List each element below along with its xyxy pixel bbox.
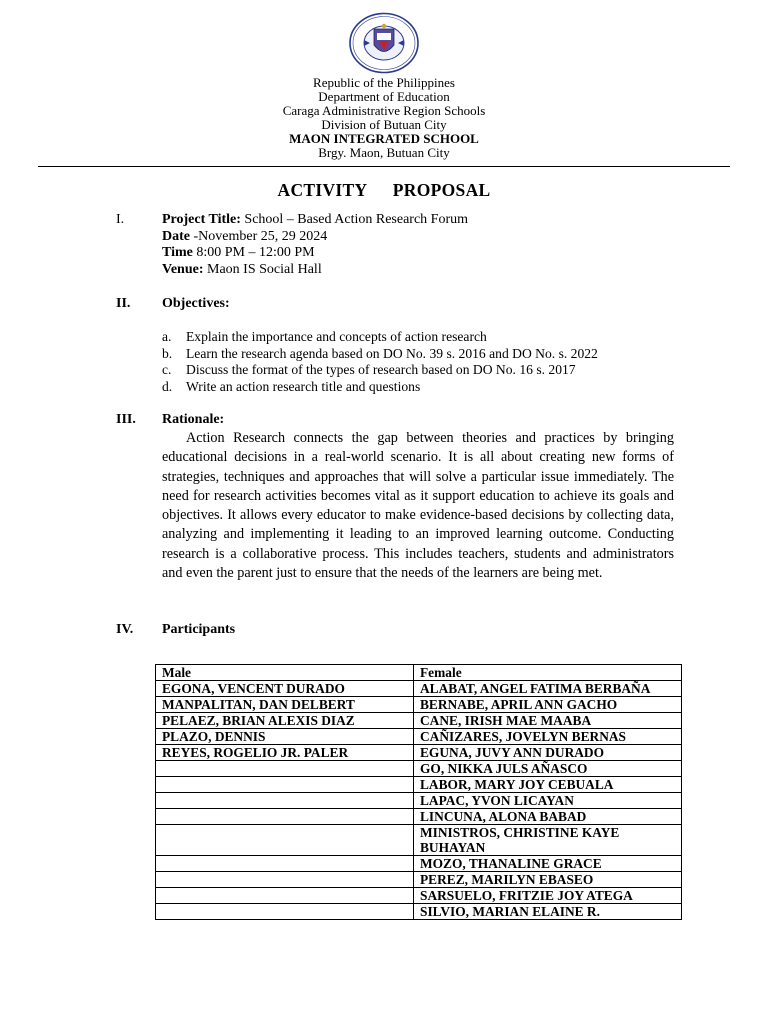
header-divider xyxy=(38,166,730,167)
rationale-heading: Rationale: xyxy=(162,412,225,427)
table-row xyxy=(156,856,682,872)
project-title-value: School – Based Action Research Forum xyxy=(240,212,468,227)
table-row xyxy=(156,809,682,825)
objectives-heading: Objectives: xyxy=(162,296,230,311)
female-participant-cell: LINCUNA, ALONA BABAD xyxy=(414,809,682,825)
time-line xyxy=(162,245,468,262)
section-2-number: II. xyxy=(116,296,131,311)
table-row xyxy=(156,777,682,793)
table-row xyxy=(156,713,682,729)
table-row xyxy=(156,745,682,761)
school-address: Brgy. Maon, Butuan City xyxy=(318,145,450,160)
venue-label: Venue: xyxy=(162,261,204,277)
objective-item xyxy=(162,329,598,346)
male-participant-cell: PELAEZ, BRIAN ALEXIS DIAZ xyxy=(156,713,414,729)
female-participant-cell: GO, NIKKA JULS AÑASCO xyxy=(414,761,682,777)
participants-table xyxy=(155,664,682,920)
objective-letter: a. xyxy=(162,329,172,344)
table-row xyxy=(156,825,682,856)
male-participant-cell xyxy=(156,904,414,920)
time-label: Time xyxy=(162,245,193,261)
table-row xyxy=(156,872,682,888)
male-participant-cell xyxy=(156,856,414,872)
objective-item xyxy=(162,362,598,379)
table-row xyxy=(156,681,682,697)
female-participant-cell: LAPAC, YVON LICAYAN xyxy=(414,793,682,809)
male-participant-cell xyxy=(156,888,414,904)
participants-heading: Participants xyxy=(162,622,236,637)
table-row xyxy=(156,761,682,777)
activity-details xyxy=(162,212,468,278)
objective-text: Discuss the format of the types of research based on DO No. 16 s. 2017 xyxy=(186,362,576,377)
header-line-division: Division of Butuan City xyxy=(321,117,447,132)
document-title: ACTIVITY PROPOSAL xyxy=(277,180,491,200)
letterhead xyxy=(0,76,768,160)
date-line xyxy=(162,229,468,246)
male-participant-cell xyxy=(156,777,414,793)
male-participant-cell xyxy=(156,825,414,856)
header-line-region: Caraga Administrative Region Schools xyxy=(282,103,486,118)
male-participant-cell: REYES, ROGELIO JR. PALER xyxy=(156,745,414,761)
objective-letter: d. xyxy=(162,378,173,394)
female-participant-cell: SILVIO, MARIAN ELAINE R. xyxy=(414,904,682,920)
section-1-number: I. xyxy=(116,212,125,227)
section-3-number: III. xyxy=(116,412,136,427)
venue-value: Maon IS Social Hall xyxy=(203,261,322,277)
objectives-list xyxy=(162,329,598,395)
date-label: Date xyxy=(162,228,190,244)
table-row xyxy=(156,793,682,809)
section-4-number: IV. xyxy=(116,622,134,637)
table-row xyxy=(156,888,682,904)
table-row xyxy=(156,697,682,713)
female-column-header: Female xyxy=(414,665,682,681)
objective-letter: c. xyxy=(162,362,172,377)
female-participant-cell: ALABAT, ANGEL FATIMA BERBAÑA xyxy=(414,681,682,697)
project-title-label: Project Title: xyxy=(162,212,241,227)
table-row xyxy=(156,904,682,920)
female-participant-cell: BERNABE, APRIL ANN GACHO xyxy=(414,697,682,713)
participants-table-body xyxy=(156,681,682,920)
objective-text: Write an action research title and questions xyxy=(186,378,421,394)
venue-line xyxy=(162,262,468,279)
male-participant-cell xyxy=(156,793,414,809)
objective-text: Explain the importance and concepts of action research xyxy=(186,329,487,344)
female-participant-cell: PEREZ, MARILYN EBASEO xyxy=(414,872,682,888)
male-participant-cell xyxy=(156,809,414,825)
male-participant-cell: EGONA, VENCENT DURADO xyxy=(156,681,414,697)
female-participant-cell: LABOR, MARY JOY CEBUALA xyxy=(414,777,682,793)
female-participant-cell: MOZO, THANALINE GRACE xyxy=(414,856,682,872)
table-header-row xyxy=(156,665,682,681)
objective-text: Learn the research agenda based on DO No. 39 s. 2016 and DO No. s. 2022 xyxy=(186,345,598,361)
time-value: 8:00 PM – 12:00 PM xyxy=(192,245,315,261)
female-participant-cell: MINISTROS, CHRISTINE KAYE BUHAYAN xyxy=(414,825,682,856)
female-participant-cell: CAÑIZARES, JOVELYN BERNAS xyxy=(414,729,682,745)
female-participant-cell: EGUNA, JUVY ANN DURADO xyxy=(414,745,682,761)
header-line-republic: Republic of the Philippines xyxy=(313,75,455,90)
male-participant-cell xyxy=(156,761,414,777)
rationale-paragraph: Action Research connects the gap between theories and practices by bringing educational decisions in a real-world scenario. It is all about creating new forms of strategies, techniques and approaches that will solve a particular issue immediately. The need for research activities becomes vital as it support education to achieve its goals and objectives. It allows every educator to make evidence-based decisions by collecting data, analyzing and implementing it leading to an improved learning outcome. Conducting research is a collaborative process. This includes teachers, students and administrators and even the parent just to ensure that the needs of the learners are being met. xyxy=(162,430,674,581)
objective-letter: b. xyxy=(162,345,173,361)
male-participant-cell xyxy=(156,872,414,888)
female-participant-cell: CANE, IRISH MAE MAABA xyxy=(414,713,682,729)
project-title-line xyxy=(162,212,468,229)
date-value: -November 25, 29 2024 xyxy=(190,228,328,244)
objective-item xyxy=(162,346,598,363)
male-participant-cell: PLAZO, DENNIS xyxy=(156,729,414,745)
female-participant-cell: SARSUELO, FRITZIE JOY ATEGA xyxy=(414,888,682,904)
objective-item xyxy=(162,379,598,396)
deped-seal-logo xyxy=(348,12,420,74)
male-column-header: Male xyxy=(156,665,414,681)
male-participant-cell: MANPALITAN, DAN DELBERT xyxy=(156,697,414,713)
header-line-department: Department of Education xyxy=(318,89,450,104)
table-row xyxy=(156,729,682,745)
school-name: MAON INTEGRATED SCHOOL xyxy=(289,131,479,146)
